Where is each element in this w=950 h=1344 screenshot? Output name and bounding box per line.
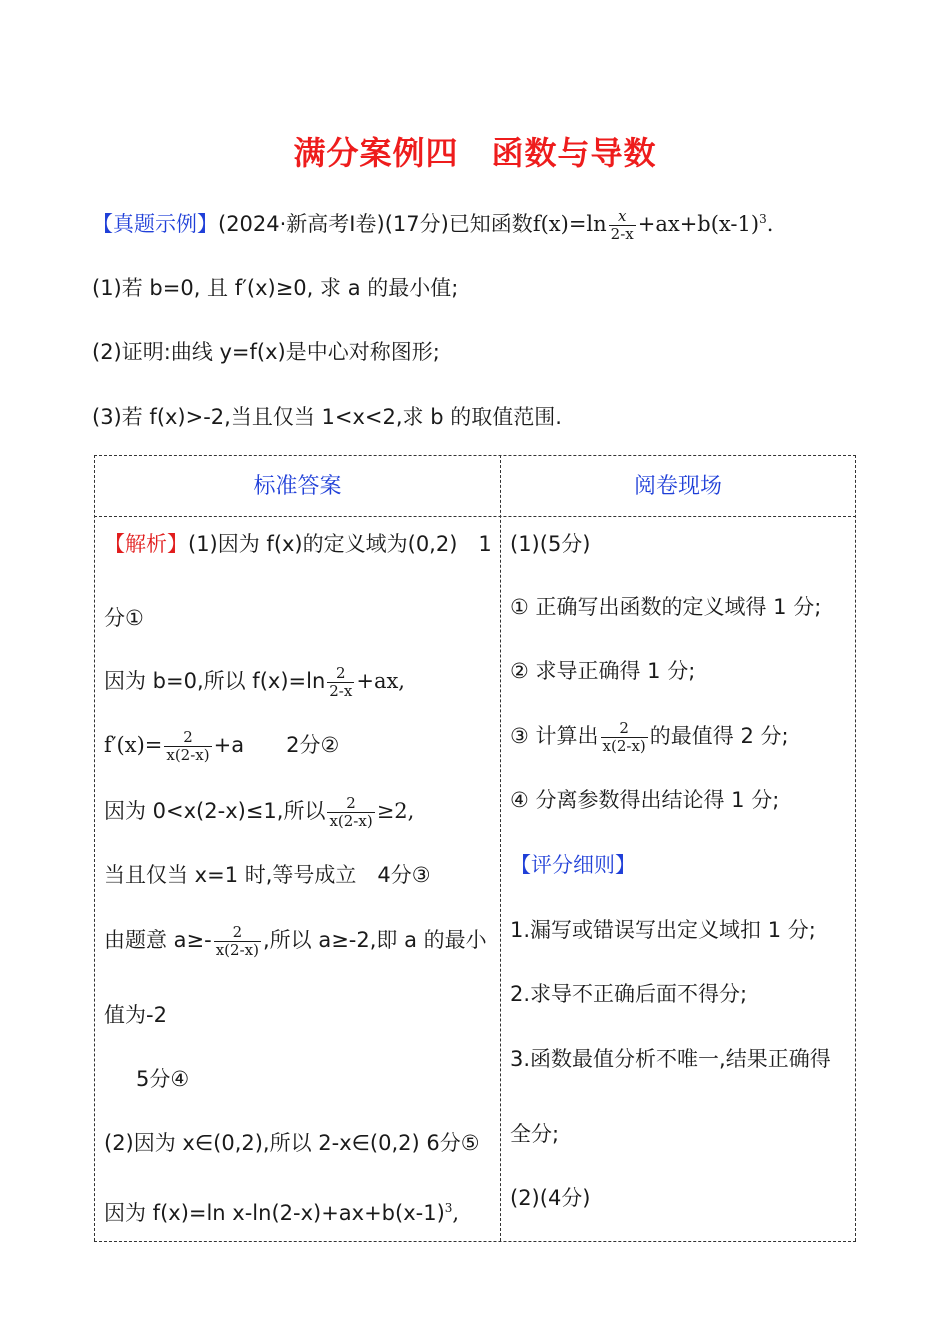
answer-line-8: 值为-2	[104, 1003, 167, 1027]
intro-source: (2024·新高考Ⅰ卷)(17分)已知函数	[218, 212, 533, 236]
intro-fraction: $\frac{x}{2-x}$	[610, 207, 634, 243]
grading-line-4: ③ 计算出 $\frac{2}{x(2-x)}$ 的最值得 2 分;	[510, 719, 789, 755]
grading-line-1: (1)(5分)	[510, 532, 591, 556]
table-left-border	[94, 455, 95, 1241]
fraction-condition: $\frac{2}{x(2-x)}$	[215, 923, 259, 959]
grading-line-5: ④ 分离参数得出结论得 1 分;	[510, 788, 780, 812]
answer-line-7: 由题意 a≥- $\frac{2}{x(2-x)}$ ,所以 a≥-2,即 a 的最小	[104, 923, 487, 959]
intro-sup: 3	[759, 212, 767, 226]
table-top-border	[94, 455, 856, 456]
intro-func-lhs: f(x)=ln	[532, 212, 607, 236]
answer-line-9: 5分④	[136, 1067, 190, 1091]
table-bottom-border	[94, 1241, 856, 1242]
table-column-divider	[500, 455, 501, 1241]
grading-line-9: 3.函数最值分析不唯一,结果正确得	[510, 1047, 831, 1071]
answer-line-5: 因为 0<x(2-x)≤1,所以 $\frac{2}{x(2-x)}$ ≥2,	[104, 794, 415, 830]
header-grading-scene: 阅卷现场	[633, 474, 722, 499]
fraction-bound: $\frac{2}{x(2-x)}$	[329, 794, 373, 830]
intro-line: 【真题示例】(2024·新高考Ⅰ卷)(17分)已知函数f(x)=ln $\frac{x}{2-x}$ $+ax+b(x-1)^3$.	[92, 207, 774, 243]
answer-line-1: 【解析】(1)因为 f(x)的定义域为(0,2) 1	[104, 532, 492, 556]
answer-line-3: 因为 b=0,所以 f(x)=ln $\frac{2}{2-x}$ +ax,	[104, 664, 405, 700]
header-standard-answer: 标准答案	[253, 474, 342, 499]
question-1: (1)若 b=0, 且 f′(x)≥0, 求 a 的最小值;	[92, 276, 459, 300]
scoring-details-tag: 【评分细则】	[510, 853, 636, 877]
answer-line-2: 分①	[104, 606, 144, 630]
analysis-tag: 【解析】	[104, 532, 188, 556]
question-3: (3)若 f(x)>-2,当且仅当 1<x<2,求 b 的取值范围.	[92, 405, 562, 429]
grading-line-8: 2.求导不正确后面不得分;	[510, 982, 748, 1006]
grading-line-7: 1.漏写或错误写出定义域扣 1 分;	[510, 918, 816, 942]
answer-line-11: 因为 f(x)=ln $x-\ln(2-x)+ax+b(x-1)^3$,	[104, 1201, 460, 1225]
answer-line-10: (2)因为 x∈(0,2),所以 2-x∈(0,2) 6分⑤	[104, 1131, 480, 1155]
grading-line-2: ① 正确写出函数的定义域得 1 分;	[510, 595, 822, 619]
grading-line-3: ② 求导正确得 1 分;	[510, 659, 696, 683]
answer-line-6: 当且仅当 x=1 时,等号成立 4分③	[104, 863, 431, 887]
table-right-border	[855, 455, 856, 1241]
question-2: (2)证明:曲线 y=f(x)是中心对称图形;	[92, 340, 440, 364]
fraction-derivative: $\frac{2}{x(2-x)}$	[166, 728, 210, 764]
table-header-divider	[94, 516, 856, 517]
page-title: 满分案例四 函数与导数	[293, 134, 657, 172]
intro-tag: 【真题示例】	[92, 212, 218, 236]
intro-func-rhs: +ax+b(x-1)	[637, 212, 760, 236]
grading-line-11: (2)(4分)	[510, 1186, 591, 1210]
grading-line-10: 全分;	[510, 1122, 560, 1146]
fraction-2-over-2-x: $\frac{2}{2-x}$	[329, 664, 353, 700]
fraction-extremum: $\frac{2}{x(2-x)}$	[602, 719, 646, 755]
answer-line-4: f′(x)= $\frac{2}{x(2-x)}$ +a 2分②	[104, 728, 340, 764]
